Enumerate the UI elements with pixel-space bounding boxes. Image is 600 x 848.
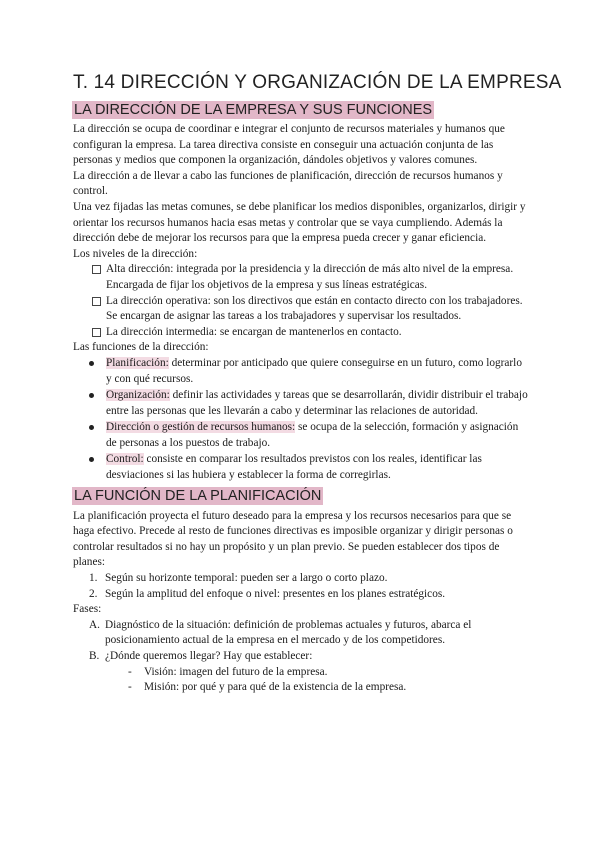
list-item: - Misión: por qué y para qué de la existencia de la empresa.: [128, 681, 407, 694]
list-item: Planificación: determinar por anticipado que quiere conseguirse en un futuro, como lograrlo y con qué recursos.: [73, 356, 528, 387]
functions-list: [73, 356, 528, 484]
section-heading-direccion: LA DIRECCIÓN DE LA EMPRESA Y SUS FUNCIONES: [74, 102, 433, 118]
bullet-icon: [89, 361, 94, 366]
levels-intro: Los niveles de la dirección:: [73, 247, 198, 260]
plan-types-list: [73, 571, 528, 602]
highlighted-term: Dirección o gestión de recursos humanos:: [106, 421, 296, 434]
document-title: T. 14 DIRECCIÓN Y ORGANIZACIÓN DE LA EMPRESA: [73, 72, 562, 93]
list-item: Dirección o gestión de recursos humanos: se ocupa de la selección, formación y asignación de personas a los puestos de trabajo.: [73, 420, 528, 451]
highlighted-term: Organización:: [106, 389, 170, 402]
list-item: Organización: definir las actividades y tareas que se desarrollarán, dividir distribuir el trabajo entre las personas que les llevarán a cabo y determinar las relaciones de autoridad.: [73, 388, 528, 419]
list-item: - Visión: imagen del futuro de la empresa.: [128, 665, 328, 678]
highlighted-term: Planificación:: [106, 356, 169, 369]
phases-list: [73, 618, 528, 665]
sub-items-list: [73, 665, 528, 696]
paragraph: La planificación proyecta el futuro deseado para la empresa y los recursos necesarios para que se haga efectivo. Precede al resto de funciones directivas es imposible organizar y dirigir personas o controlar resultados si no hay un propósito y un plan previo. Se pueden establecer dos tipos de planes:: [73, 509, 513, 569]
bullet-icon: [89, 425, 94, 430]
list-item: La dirección intermedia: se encargan de mantenerlos en contacto.: [73, 325, 528, 341]
section-heading-planificacion: LA FUNCIÓN DE LA PLANIFICACIÓN: [74, 487, 322, 504]
bullet-icon: [89, 393, 94, 398]
levels-list: [73, 262, 528, 340]
checkbox-icon: [92, 297, 101, 306]
list-item: Alta dirección: integrada por la presidencia y la dirección de más alto nivel de la empresa. Encargada de fijar los objetivos de la empresa y sus líneas estratégicas.: [73, 262, 528, 293]
bullet-icon: [89, 457, 94, 462]
list-item: 1. Según su horizonte temporal: pueden ser a largo o corto plazo.: [89, 572, 388, 585]
list-item: La dirección operativa: son los directivos que están en contacto directo con los trabajadores. Se encargan de asignar las tareas a los trabajadores y supervisar los resultados.: [73, 294, 528, 325]
paragraph: La dirección a de llevar a cabo las funciones de planificación, dirección de recursos humanos y control.: [73, 169, 503, 198]
checkbox-icon: [92, 328, 101, 337]
list-item: A. Diagnóstico de la situación: definición de problemas actuales y futuros, abarca el posicionamiento actual de la empresa en el mercado y de los competidores.: [89, 618, 472, 647]
paragraph: La dirección se ocupa de coordinar e integrar el conjunto de recursos materiales y humanos que configuran la empresa. La tarea directiva consiste en conseguir una actuación conjunta de las personas y medios que componen la organización, dándoles objetivos y valores comunes.: [73, 123, 505, 167]
phases-intro: Fases:: [73, 603, 102, 616]
highlighted-term: Control:: [106, 453, 144, 466]
paragraph: Una vez fijadas las metas comunes, se debe planificar los medios disponibles, organizarlos, dirigir y orientar los recursos humanos hacia esas metas y controlar que se vaya cumpliendo. Además la dirección debe de mejorar los recursos para que la empresa pueda crecer y ganar eficiencia.: [73, 200, 526, 245]
functions-intro: Las funciones de la dirección:: [73, 341, 209, 354]
document-body: [73, 101, 528, 696]
list-item: Control: consiste en comparar los resultados previstos con los reales, identificar las desviaciones si las hubiera y establecer la forma de corregirlas.: [73, 452, 528, 483]
list-item: 2. Según la amplitud del enfoque o nivel: presentes en los planes estratégicos.: [89, 587, 446, 600]
list-item: B. ¿Dónde queremos llegar? Hay que establecer:: [89, 650, 313, 662]
checkbox-icon: [92, 265, 101, 274]
